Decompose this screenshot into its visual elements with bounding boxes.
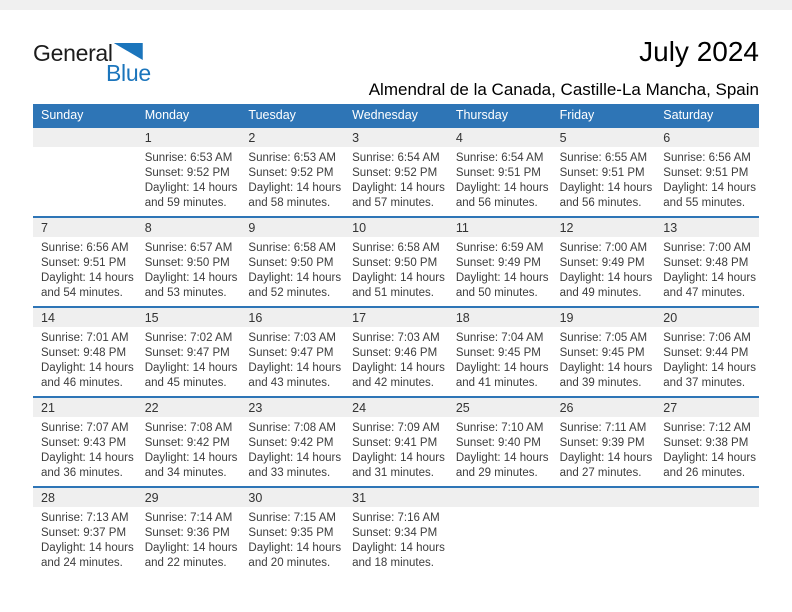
daylight-text: and 45 minutes.	[144, 377, 227, 389]
date-number: 26	[559, 400, 574, 415]
sunset-text: Sunset: 9:47 PM	[248, 347, 334, 359]
sunrise-text: Sunrise: 7:01 AM	[41, 332, 129, 344]
date-number: 18	[455, 310, 470, 325]
day-cell-24	[344, 398, 448, 486]
day-cell-7	[33, 218, 137, 306]
weekday-header-sunday: Sunday	[41, 108, 84, 122]
day-cell-body	[137, 417, 241, 481]
day-cell-15	[137, 308, 241, 396]
day-cell-5	[552, 128, 656, 216]
date-number: 4	[455, 130, 463, 145]
daylight-text: Daylight: 14 hours	[352, 272, 445, 284]
daylight-text: and 41 minutes.	[455, 377, 538, 389]
sunrise-text: Sunrise: 6:59 AM	[455, 242, 544, 254]
week-row	[33, 126, 759, 216]
sunset-text: Sunset: 9:45 PM	[559, 347, 645, 359]
date-strip	[33, 398, 137, 417]
daylight-text: and 47 minutes.	[663, 287, 746, 299]
day-cell-27	[655, 398, 759, 486]
sunset-text: Sunset: 9:51 PM	[41, 257, 127, 269]
sunset-text: Sunset: 9:39 PM	[559, 437, 645, 449]
sunset-text: Sunset: 9:49 PM	[559, 257, 645, 269]
date-strip	[137, 398, 241, 417]
daylight-text: Daylight: 14 hours	[559, 362, 653, 374]
day-cell-body	[344, 507, 448, 571]
daylight-text: Daylight: 14 hours	[248, 272, 342, 284]
date-strip	[33, 218, 137, 237]
day-cell-1	[137, 128, 241, 216]
day-cell-31	[344, 488, 448, 576]
logo-text-general: General	[33, 40, 113, 66]
sunrise-text: Sunrise: 6:56 AM	[663, 152, 751, 164]
sunrise-text: Sunrise: 7:07 AM	[41, 422, 129, 434]
sunrise-text: Sunrise: 7:03 AM	[248, 332, 336, 344]
weekday-header-monday: Monday	[144, 108, 190, 122]
daylight-text: Daylight: 14 hours	[144, 272, 238, 284]
daylight-text: Daylight: 14 hours	[248, 362, 342, 374]
date-number: 6	[663, 130, 671, 145]
day-cell-body	[448, 237, 552, 301]
day-cell-body	[33, 507, 137, 571]
daylight-text: and 37 minutes.	[663, 377, 746, 389]
daylight-text: Daylight: 14 hours	[455, 452, 549, 464]
daylight-text: Daylight: 14 hours	[352, 452, 445, 464]
date-strip	[655, 488, 759, 507]
date-number: 8	[144, 220, 152, 235]
day-cell-empty	[33, 128, 137, 216]
daylight-text: and 57 minutes.	[352, 197, 434, 209]
date-strip	[448, 128, 552, 147]
sunset-text: Sunset: 9:42 PM	[144, 437, 230, 449]
date-strip	[655, 218, 759, 237]
week-row	[33, 306, 759, 396]
date-strip	[655, 128, 759, 147]
date-number: 30	[248, 490, 263, 505]
daylight-text: Daylight: 14 hours	[663, 452, 756, 464]
sunset-text: Sunset: 9:51 PM	[455, 167, 541, 179]
weekday-header-saturday: Saturday	[663, 108, 714, 122]
date-number: 14	[41, 310, 55, 325]
daylight-text: Daylight: 14 hours	[455, 182, 549, 194]
daylight-text: Daylight: 14 hours	[352, 362, 445, 374]
daylight-text: and 20 minutes.	[248, 557, 331, 569]
day-cell-body	[240, 237, 344, 301]
day-cell-empty	[655, 488, 759, 576]
daylight-text: and 36 minutes.	[41, 467, 123, 479]
logo-triangle-icon	[114, 43, 143, 60]
sunrise-text: Sunrise: 7:15 AM	[248, 512, 336, 524]
daylight-text: and 56 minutes.	[559, 197, 642, 209]
sunset-text: Sunset: 9:38 PM	[663, 437, 749, 449]
day-cell-body	[552, 327, 656, 391]
daylight-text: Daylight: 14 hours	[248, 542, 342, 554]
date-number: 25	[455, 400, 470, 415]
day-cell-body	[552, 147, 656, 211]
day-cell-body	[344, 147, 448, 211]
day-cell-body	[137, 147, 241, 211]
daylight-text: Daylight: 14 hours	[248, 452, 342, 464]
date-number: 9	[248, 220, 256, 235]
sunset-text: Sunset: 9:50 PM	[352, 257, 438, 269]
day-cell-25	[448, 398, 552, 486]
sunset-text: Sunset: 9:44 PM	[663, 347, 749, 359]
sunrise-text: Sunrise: 7:09 AM	[352, 422, 440, 434]
weekday-header-thursday: Thursday	[455, 108, 508, 122]
daylight-text: and 29 minutes.	[455, 467, 538, 479]
sunrise-text: Sunrise: 7:00 AM	[559, 242, 648, 254]
daylight-text: and 39 minutes.	[559, 377, 642, 389]
sunrise-text: Sunrise: 6:58 AM	[352, 242, 440, 254]
day-cell-body	[448, 327, 552, 391]
date-strip	[655, 398, 759, 417]
daylight-text: and 49 minutes.	[559, 287, 642, 299]
sunset-text: Sunset: 9:34 PM	[352, 527, 438, 539]
day-cell-28	[33, 488, 137, 576]
sunset-text: Sunset: 9:52 PM	[144, 167, 230, 179]
sunset-text: Sunset: 9:47 PM	[144, 347, 230, 359]
daylight-text: and 27 minutes.	[559, 467, 642, 479]
daylight-text: and 55 minutes.	[663, 197, 746, 209]
sunset-text: Sunset: 9:51 PM	[663, 167, 749, 179]
daylight-text: Daylight: 14 hours	[41, 362, 134, 374]
date-number: 3	[352, 130, 360, 145]
sunrise-text: Sunrise: 7:16 AM	[352, 512, 440, 524]
daylight-text: and 58 minutes.	[248, 197, 331, 209]
date-number: 13	[663, 220, 678, 235]
date-strip	[344, 398, 448, 417]
date-number: 2	[248, 130, 256, 145]
daylight-text: Daylight: 14 hours	[559, 452, 653, 464]
day-cell-body	[655, 417, 759, 481]
date-strip	[448, 308, 552, 327]
date-number: 15	[144, 310, 159, 325]
day-cell-body	[655, 237, 759, 301]
daylight-text: and 22 minutes.	[144, 557, 227, 569]
date-strip	[655, 308, 759, 327]
date-strip	[33, 128, 137, 147]
sunrise-text: Sunrise: 7:10 AM	[455, 422, 544, 434]
daylight-text: and 34 minutes.	[144, 467, 227, 479]
date-strip	[240, 398, 344, 417]
date-number: 24	[352, 400, 367, 415]
day-cell-body	[240, 147, 344, 211]
date-strip	[137, 218, 241, 237]
date-number: 23	[248, 400, 263, 415]
daylight-text: Daylight: 14 hours	[352, 542, 445, 554]
day-cell-body	[240, 507, 344, 571]
day-cell-body	[33, 237, 137, 301]
daylight-text: Daylight: 14 hours	[144, 542, 238, 554]
sunrise-text: Sunrise: 7:14 AM	[144, 512, 233, 524]
sunset-text: Sunset: 9:48 PM	[663, 257, 749, 269]
day-cell-body	[655, 507, 759, 511]
daylight-text: Daylight: 14 hours	[352, 182, 445, 194]
sunset-text: Sunset: 9:37 PM	[41, 527, 127, 539]
day-cell-21	[33, 398, 137, 486]
daylight-text: and 50 minutes.	[455, 287, 538, 299]
sunset-text: Sunset: 9:50 PM	[144, 257, 230, 269]
calendar-body	[33, 126, 759, 576]
date-number: 19	[559, 310, 574, 325]
day-cell-body	[655, 327, 759, 391]
day-cell-body	[344, 237, 448, 301]
day-cell-30	[240, 488, 344, 576]
daylight-text: and 24 minutes.	[41, 557, 123, 569]
sunset-text: Sunset: 9:40 PM	[455, 437, 541, 449]
daylight-text: and 18 minutes.	[352, 557, 434, 569]
sunrise-text: Sunrise: 7:04 AM	[455, 332, 544, 344]
sunset-text: Sunset: 9:49 PM	[455, 257, 541, 269]
general-blue-logo	[33, 40, 151, 87]
day-cell-18	[448, 308, 552, 396]
date-strip	[240, 488, 344, 507]
sunrise-text: Sunrise: 7:11 AM	[559, 422, 647, 434]
sunset-text: Sunset: 9:52 PM	[248, 167, 334, 179]
day-cell-3	[344, 128, 448, 216]
day-cell-23	[240, 398, 344, 486]
daylight-text: and 46 minutes.	[41, 377, 123, 389]
date-strip	[448, 398, 552, 417]
day-cell-body	[33, 147, 137, 151]
day-cell-body	[344, 327, 448, 391]
sunrise-text: Sunrise: 6:54 AM	[455, 152, 544, 164]
day-cell-body	[137, 507, 241, 571]
sunrise-text: Sunrise: 6:56 AM	[41, 242, 129, 254]
date-number: 27	[663, 400, 678, 415]
date-number: 31	[352, 490, 367, 505]
daylight-text: and 54 minutes.	[41, 287, 123, 299]
date-number: 21	[41, 400, 55, 415]
day-cell-17	[344, 308, 448, 396]
day-cell-8	[137, 218, 241, 306]
daylight-text: and 52 minutes.	[248, 287, 331, 299]
daylight-text: Daylight: 14 hours	[41, 542, 134, 554]
sunrise-text: Sunrise: 7:00 AM	[663, 242, 751, 254]
day-cell-body	[448, 147, 552, 211]
sunset-text: Sunset: 9:43 PM	[41, 437, 127, 449]
sunrise-text: Sunrise: 7:06 AM	[663, 332, 751, 344]
day-cell-body	[240, 417, 344, 481]
day-cell-body	[137, 237, 241, 301]
daylight-text: Daylight: 14 hours	[559, 272, 653, 284]
day-cell-19	[552, 308, 656, 396]
daylight-text: Daylight: 14 hours	[663, 182, 756, 194]
date-number: 16	[248, 310, 263, 325]
sunset-text: Sunset: 9:46 PM	[352, 347, 438, 359]
date-number: 11	[455, 220, 469, 235]
title-block	[369, 36, 759, 100]
day-cell-16	[240, 308, 344, 396]
date-strip	[344, 488, 448, 507]
day-cell-2	[240, 128, 344, 216]
day-cell-14	[33, 308, 137, 396]
day-cell-13	[655, 218, 759, 306]
weekday-header-row	[33, 104, 759, 126]
day-cell-20	[655, 308, 759, 396]
date-strip	[448, 488, 552, 507]
week-row	[33, 396, 759, 486]
sunrise-text: Sunrise: 6:55 AM	[559, 152, 648, 164]
day-cell-22	[137, 398, 241, 486]
daylight-text: and 31 minutes.	[352, 467, 434, 479]
daylight-text: Daylight: 14 hours	[663, 272, 756, 284]
sunset-text: Sunset: 9:50 PM	[248, 257, 334, 269]
daylight-text: and 26 minutes.	[663, 467, 746, 479]
sunrise-text: Sunrise: 7:08 AM	[144, 422, 233, 434]
page-top-strip	[0, 0, 792, 10]
date-strip	[240, 128, 344, 147]
sunrise-text: Sunrise: 6:54 AM	[352, 152, 440, 164]
date-number: 10	[352, 220, 367, 235]
day-cell-9	[240, 218, 344, 306]
date-strip	[552, 398, 656, 417]
day-cell-body	[240, 327, 344, 391]
daylight-text: Daylight: 14 hours	[144, 452, 238, 464]
date-number: 20	[663, 310, 678, 325]
day-cell-body	[552, 237, 656, 301]
date-strip	[552, 308, 656, 327]
date-strip	[344, 308, 448, 327]
daylight-text: Daylight: 14 hours	[41, 452, 134, 464]
day-cell-body	[655, 147, 759, 211]
daylight-text: and 51 minutes.	[352, 287, 434, 299]
date-strip	[552, 218, 656, 237]
date-strip	[344, 218, 448, 237]
day-cell-empty	[448, 488, 552, 576]
sunrise-text: Sunrise: 7:12 AM	[663, 422, 751, 434]
date-strip	[240, 308, 344, 327]
daylight-text: Daylight: 14 hours	[455, 362, 549, 374]
daylight-text: Daylight: 14 hours	[41, 272, 134, 284]
sunset-text: Sunset: 9:45 PM	[455, 347, 541, 359]
day-cell-body	[552, 417, 656, 481]
daylight-text: Daylight: 14 hours	[248, 182, 342, 194]
sunset-text: Sunset: 9:51 PM	[559, 167, 645, 179]
sunset-text: Sunset: 9:35 PM	[248, 527, 334, 539]
weekday-header-friday: Friday	[559, 108, 595, 122]
daylight-text: and 53 minutes.	[144, 287, 227, 299]
date-strip	[137, 488, 241, 507]
day-cell-29	[137, 488, 241, 576]
day-cell-body	[33, 417, 137, 481]
date-number: 28	[41, 490, 55, 505]
sunset-text: Sunset: 9:48 PM	[41, 347, 127, 359]
day-cell-body	[448, 417, 552, 481]
day-cell-body	[344, 417, 448, 481]
daylight-text: and 33 minutes.	[248, 467, 331, 479]
day-cell-4	[448, 128, 552, 216]
daylight-text: Daylight: 14 hours	[559, 182, 653, 194]
daylight-text: and 56 minutes.	[455, 197, 538, 209]
date-strip	[137, 128, 241, 147]
date-number: 17	[352, 310, 367, 325]
daylight-text: and 42 minutes.	[352, 377, 434, 389]
sunrise-text: Sunrise: 7:08 AM	[248, 422, 336, 434]
daylight-text: and 43 minutes.	[248, 377, 331, 389]
calendar	[33, 104, 759, 576]
date-strip	[448, 218, 552, 237]
date-strip	[137, 308, 241, 327]
day-cell-empty	[552, 488, 656, 576]
date-strip	[240, 218, 344, 237]
daylight-text: Daylight: 14 hours	[663, 362, 756, 374]
date-strip	[344, 128, 448, 147]
daylight-text: Daylight: 14 hours	[144, 362, 238, 374]
sunset-text: Sunset: 9:41 PM	[352, 437, 438, 449]
date-strip	[33, 308, 137, 327]
day-cell-6	[655, 128, 759, 216]
logo-text-blue: Blue	[106, 60, 151, 86]
sunrise-text: Sunrise: 6:57 AM	[144, 242, 233, 254]
sunrise-text: Sunrise: 6:53 AM	[144, 152, 233, 164]
date-number: 12	[559, 220, 574, 235]
sunset-text: Sunset: 9:42 PM	[248, 437, 334, 449]
daylight-text: Daylight: 14 hours	[144, 182, 238, 194]
week-row	[33, 216, 759, 306]
sunset-text: Sunset: 9:52 PM	[352, 167, 438, 179]
sunrise-text: Sunrise: 6:58 AM	[248, 242, 336, 254]
week-row	[33, 486, 759, 576]
sunrise-text: Sunrise: 7:02 AM	[144, 332, 233, 344]
day-cell-10	[344, 218, 448, 306]
date-number: 5	[559, 130, 567, 145]
daylight-text: Daylight: 14 hours	[455, 272, 549, 284]
date-number: 7	[41, 220, 48, 235]
day-cell-11	[448, 218, 552, 306]
sunrise-text: Sunrise: 7:05 AM	[559, 332, 648, 344]
day-cell-body	[33, 327, 137, 391]
date-strip	[552, 488, 656, 507]
date-number: 22	[144, 400, 159, 415]
day-cell-body	[448, 507, 552, 511]
date-number: 1	[144, 130, 152, 145]
sunset-text: Sunset: 9:36 PM	[144, 527, 230, 539]
date-strip	[552, 128, 656, 147]
page-title: July 2024	[639, 36, 759, 67]
day-cell-body	[552, 507, 656, 511]
sunrise-text: Sunrise: 7:13 AM	[41, 512, 129, 524]
sunrise-text: Sunrise: 7:03 AM	[352, 332, 440, 344]
location-subtitle: Almendral de la Canada, Castille-La Mancha, Spain	[368, 80, 759, 99]
day-cell-12	[552, 218, 656, 306]
day-cell-26	[552, 398, 656, 486]
daylight-text: and 59 minutes.	[144, 197, 227, 209]
sunrise-text: Sunrise: 6:53 AM	[248, 152, 336, 164]
weekday-header-tuesday: Tuesday	[248, 108, 296, 122]
weekday-header-wednesday: Wednesday	[352, 108, 418, 122]
date-strip	[33, 488, 137, 507]
day-cell-body	[137, 327, 241, 391]
date-number: 29	[144, 490, 159, 505]
